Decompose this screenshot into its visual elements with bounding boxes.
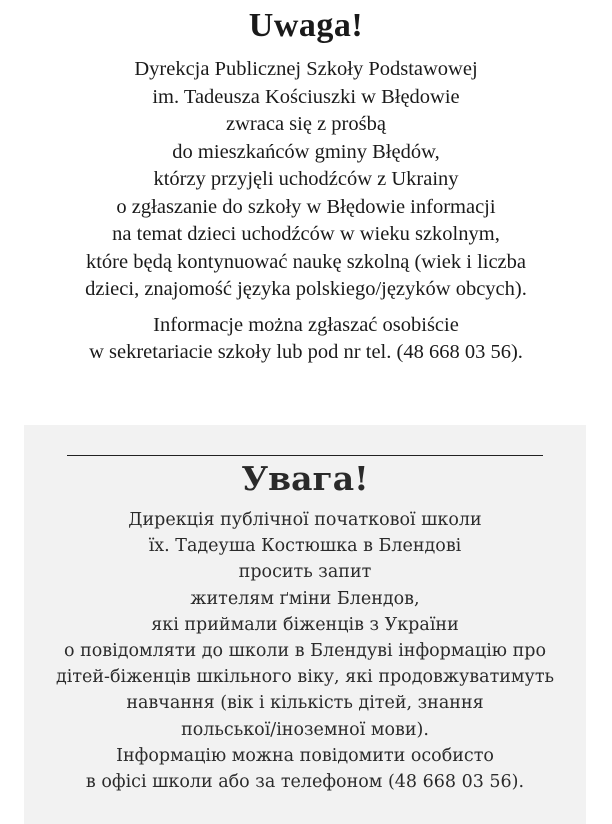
polish-line: zwraca się z prośbą: [226, 113, 386, 135]
ukrainian-line: Інформацію можна повідомити особисто: [116, 745, 494, 766]
divider-line: [67, 455, 543, 456]
ukrainian-line: навчання (вік і кількість дітей, знання: [126, 693, 484, 714]
ukrainian-line: польської/іноземної мови).: [181, 719, 429, 740]
polish-line: Informacje można zgłaszać osobiście: [153, 313, 459, 336]
ukrainian-line: просить запит: [238, 562, 372, 583]
ukrainian-line: дітей-біженців шкільного віку, які продовжуватимуть: [55, 667, 555, 688]
ukrainian-title: Увага!: [241, 459, 369, 498]
polish-line: Dyrekcja Publicznej Szkoły Podstawowej: [134, 58, 478, 80]
polish-line: w sekretariacie szkoły lub pod nr tel. (48 668 03 56).: [89, 341, 523, 363]
polish-line: które będą kontynuować naukę szkolną (wiek i liczba: [85, 250, 527, 273]
ukrainian-notice-panel: [24, 425, 586, 824]
ukrainian-line: які приймали біженців з України: [151, 614, 459, 635]
polish-paragraph-request: [0, 56, 612, 304]
ukrainian-line: їх. Тадеуша Костюшка в Блендові: [148, 536, 462, 557]
polish-line: o zgłaszanie do szkoły w Błędowie informacji: [116, 195, 496, 218]
polish-line: im. Tadeusza Kościuszki w Błędowie: [152, 85, 460, 108]
polish-title: Uwaga!: [248, 7, 364, 44]
ukrainian-notice: [24, 457, 586, 795]
polish-line: na temat dzieci uchodźców w wieku szkolnym,: [112, 223, 500, 245]
polish-notice: [0, 0, 612, 367]
polish-paragraph-contact: [0, 312, 612, 367]
ukrainian-line: о повідомляти до школи в Блендуві інформацію про: [64, 641, 546, 662]
polish-line: którzy przyjęli uchodźców z Ukrainy: [153, 168, 459, 190]
ukrainian-line: жителям ґміни Блендов,: [190, 588, 420, 609]
paragraph-gap: [0, 304, 612, 312]
polish-line: do mieszkańców gminy Błędów,: [172, 140, 440, 163]
polish-line: dzieci, znajomość języka polskiego/języków obcych).: [85, 278, 527, 300]
ukrainian-line: Дирекція публічної початкової школи: [128, 510, 482, 530]
ukrainian-line: в офісі школи або за телефоном (48 668 03 56).: [85, 772, 525, 793]
